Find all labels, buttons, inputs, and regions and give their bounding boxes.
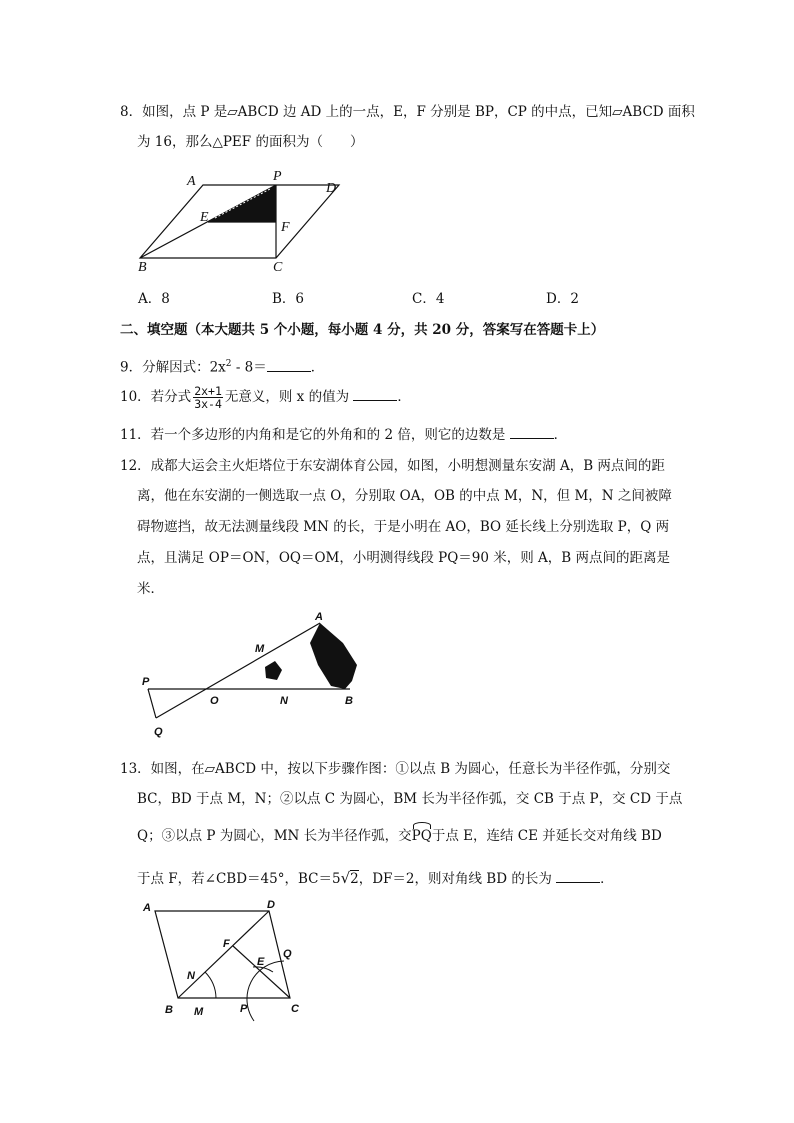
q12-label-A: A xyxy=(315,611,323,623)
q8-option-a[interactable]: A．8 xyxy=(138,291,170,307)
q10: 10．若分式 $\frac{2x+1}{3x-4}$ 无意义，则 x 的值为 ． xyxy=(120,384,411,411)
q8-figure xyxy=(130,165,360,280)
q12-label-M: M xyxy=(255,643,265,655)
q10-answer-blank[interactable] xyxy=(353,388,397,401)
q8-line2: 为 16，那么△PEF 的面积为（ ） xyxy=(137,134,364,150)
q8-option-b[interactable]: B．6 xyxy=(272,291,305,307)
q13-label-D: D xyxy=(267,899,275,911)
q13-answer-blank[interactable] xyxy=(556,870,600,883)
q8-line1: 8．如图，点 P 是▱ABCD 边 AD 上的一点，E，F 分别是 BP，CP 的中点，已知▱ABCD 面积 xyxy=(120,104,695,120)
q10-fraction: $\frac{2x+1}{3x-4}$ xyxy=(194,384,222,411)
q8-option-c[interactable]: C．4 xyxy=(412,291,445,307)
q13-label-A: A xyxy=(143,902,151,914)
q12-line5: 米． xyxy=(137,581,164,597)
q9-answer-blank[interactable] xyxy=(267,359,311,372)
q8-label-E: E xyxy=(200,210,209,225)
q13-label-N: N xyxy=(187,970,195,982)
q12-label-B: B xyxy=(345,695,353,707)
q13-label-F: F xyxy=(223,938,230,950)
q13-line2: BC，BD 于点 M，N；②以点 C 为圆心，BM 长为半径作弧，交 CB 于点 P，交 CD 于点 xyxy=(137,791,683,807)
q13-label-P: P xyxy=(240,1003,248,1015)
q11: 11．若一个多边形的内角和是它的外角和的 2 倍，则它的边数是 ． xyxy=(120,427,568,443)
q8-label-A: A xyxy=(187,174,196,189)
q8-label-D: D xyxy=(326,181,337,196)
section-2-title: 二、填空题（本大题共 5 个小题，每小题 4 分，共 20 分，答案写在答题卡上） xyxy=(120,322,605,338)
q13-label-E: E xyxy=(257,956,265,968)
q13-line3: Q；③以点 P 为圆心，MN 长为半径作弧，交PQ于点 E，连结 CE 并延长交对角线 BD xyxy=(137,828,662,844)
q13-line1: 13．如图，在▱ABCD 中，按以下步骤作图：①以点 B 为圆心，任意长为半径作弧，分别交 xyxy=(120,761,671,777)
q12-label-O: O xyxy=(210,695,219,707)
q9: 9．分解因式：$2x^2 - 8=$ ． xyxy=(120,359,325,376)
q13-label-M: M xyxy=(194,1006,204,1018)
q8-label-P: P xyxy=(273,169,282,184)
q12-figure xyxy=(138,610,378,740)
q12-line2: 离，他在东安湖的一侧选取一点 O，分别取 OA，OB 的中点 M，N，但 M，N 之间被障 xyxy=(137,488,672,504)
q12-label-N: N xyxy=(280,695,288,707)
q8-label-C: C xyxy=(273,260,283,275)
q8-label-B: B xyxy=(138,260,147,275)
q12-line4: 点，且满足 OP＝ON，OQ＝OM，小明测得线段 PQ＝90 米，则 A，B 两点间的距离是 xyxy=(137,550,671,566)
q12-label-P: P xyxy=(142,676,150,688)
q13-line4: 于点 F，若∠CBD＝45°，BC＝5√2，DF＝2，则对角线 BD 的长为 ． xyxy=(137,869,614,887)
q12-line1: 12．成都大运会主火炬塔位于东安湖体育公园，如图，小明想测量东安湖 A，B 两点间的距 xyxy=(120,458,665,474)
q8-label-F: F xyxy=(281,220,290,235)
q13-label-B: B xyxy=(165,1004,173,1016)
q8-option-d[interactable]: D．2 xyxy=(546,291,579,307)
q13-label-C: C xyxy=(291,1003,299,1015)
q13-figure xyxy=(138,895,338,1025)
q11-answer-blank[interactable] xyxy=(510,426,554,439)
q12-label-Q: Q xyxy=(154,726,163,738)
q13-label-Q: Q xyxy=(283,948,292,960)
q13-arc-pq: PQ xyxy=(411,828,432,844)
q12-line3: 碍物遮挡，故无法测量线段 MN 的长，于是小明在 AO，BO 延长线上分别选取 P，Q 两 xyxy=(137,519,670,535)
